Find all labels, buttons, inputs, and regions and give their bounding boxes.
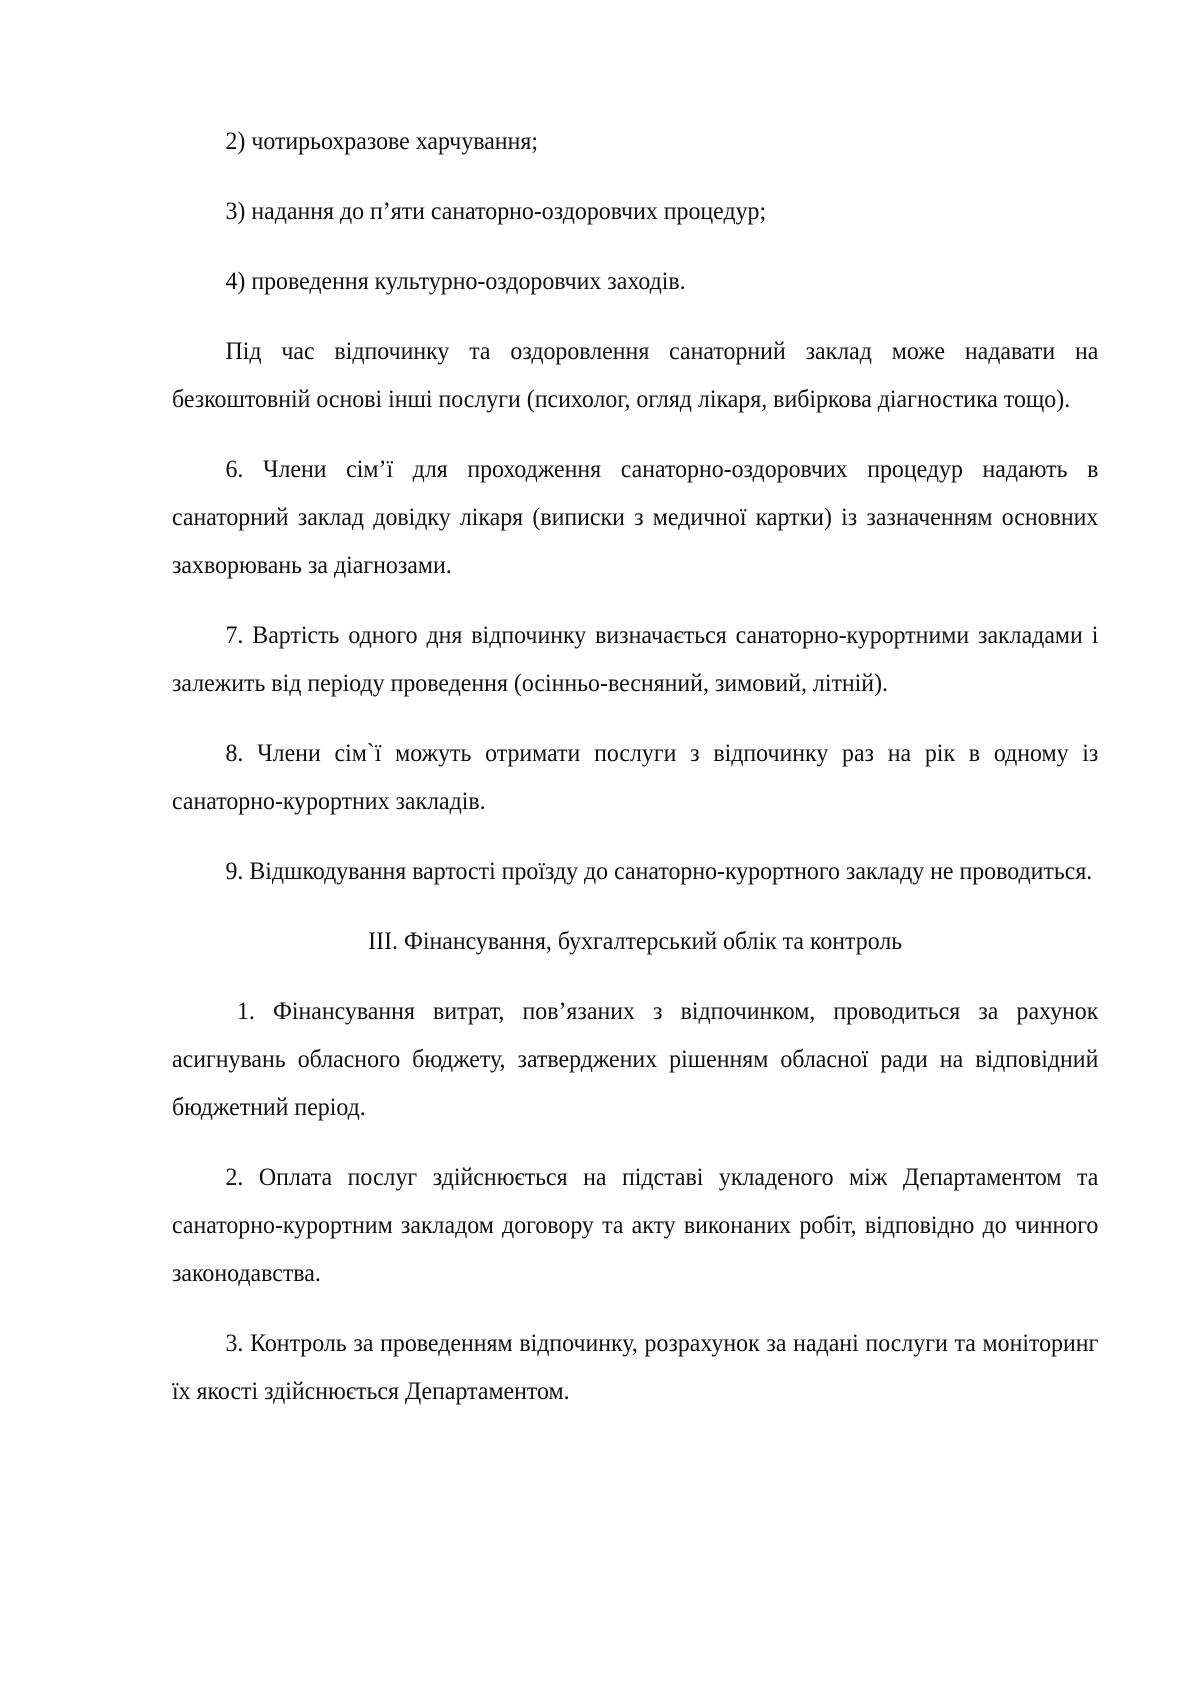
document-page [172,118,1098,1438]
paragraph-item-6: 6. Члени сім’ї для проходження санаторно-оздоровчих процедур надають в санаторний заклад довідку лікаря (виписки з медичної картки) із зазначенням основних захворювань за діагнозами. [172,456,1099,579]
paragraph-item-7: 7. Вартість одного дня відпочинку визначається санаторно-курортними закладами і залежить від періоду проведення (осінньо-весняний, зимовий, літній). [172,622,1099,697]
list-item-3: 3) надання до п’яти санаторно-оздоровчих процедур; [225,198,767,225]
paragraph-item-8: 8. Члени сім`ї можуть отримати послуги з відпочинку раз на рік в одному із санаторно-курортних закладів. [172,740,1099,815]
section-heading: ІІІ. Фінансування, бухгалтерський облік та контроль [368,928,903,955]
section-paragraph-2: 2. Оплата послуг здійснюється на підставі укладеного між Департаментом та санаторно-курортним закладом договору та акту виконаних робіт, відповідно до чинного законодавства. [172,1164,1099,1287]
paragraph-item-9: 9. Відшкодування вартості проїзду до санаторно-курортного закладу не проводиться. [225,858,1093,885]
list-item-2: 2) чотирьохразове харчування; [225,128,538,155]
section-paragraph-1: 1. Фінансування витрат, пов’язаних з відпочинком, проводиться за рахунок асигнувань обласного бюджету, затверджених рішенням обласної ради на відповідний бюджетний період. [172,998,1099,1121]
list-item-4: 4) проведення культурно-оздоровчих заходів. [225,268,686,295]
paragraph-free-services: Під час відпочинку та оздоровлення санаторний заклад може надавати на безкоштовній основі інші послуги (психолог, огляд лікаря, вибіркова діагностика тощо). [172,338,1099,413]
section-paragraph-3: 3. Контроль за проведенням відпочинку, розрахунок за надані послуги та моніторинг їх якості здійснюється Департаментом. [172,1330,1099,1405]
